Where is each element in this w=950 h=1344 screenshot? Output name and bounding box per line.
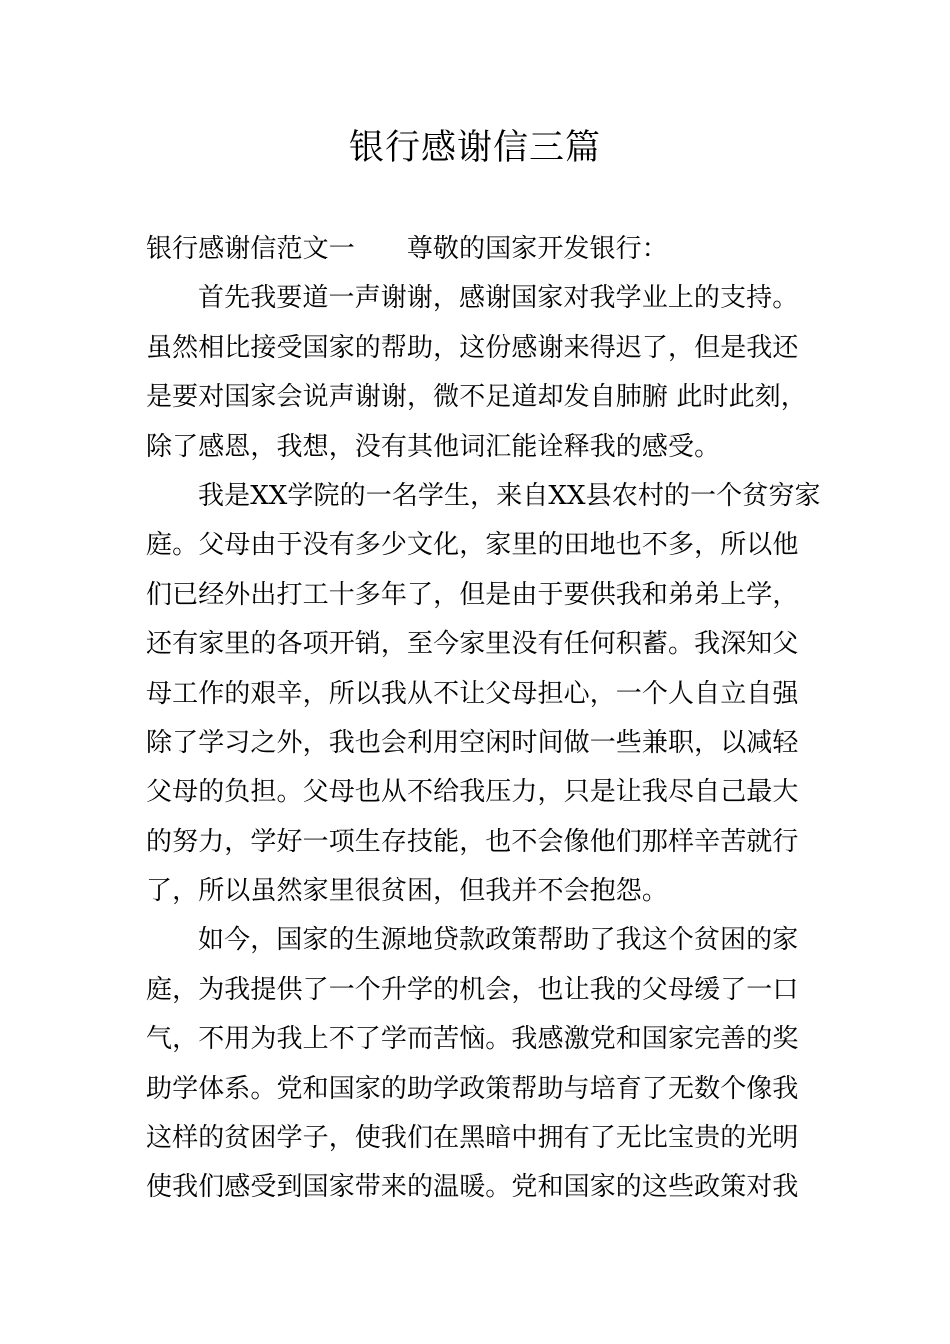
paragraph-line: 的努力，学好一项生存技能，也不会像他们那样辛苦就行 <box>146 826 799 857</box>
paragraph-line: 我是XX学院的一名学生，来自XX县农村的一个贫穷家 <box>198 480 821 511</box>
paragraph-line: 首先我要道一声谢谢，感谢国家对我学业上的支持。 <box>198 283 799 314</box>
paragraph-line: 虽然相比接受国家的帮助，这份感谢来得迟了，但是我还 <box>146 332 799 363</box>
paragraph-line: 如今，国家的生源地贷款政策帮助了我这个贫困的家 <box>198 925 799 956</box>
paragraph-line: 了，所以虽然家里很贫困，但我并不会抱怨。 <box>146 876 669 907</box>
paragraph-line: 庭，为我提供了一个升学的机会，也让我的父母缓了一口 <box>146 974 799 1005</box>
paragraph-line: 们已经外出打工十多年了，但是由于要供我和弟弟上学， <box>146 579 799 610</box>
section-label: 银行感谢信范文一 <box>146 234 355 264</box>
paragraph-line: 使我们感受到国家带来的温暖。党和国家的这些政策对我 <box>146 1172 799 1203</box>
paragraph-line: 还有家里的各项开销，至今家里没有任何积蓄。我深知父 <box>146 629 799 660</box>
paragraph-line: 庭。父母由于没有多少文化，家里的田地也不多，所以他 <box>146 530 799 561</box>
document-body <box>146 225 821 1213</box>
paragraph-line: 除了学习之外，我也会利用空闲时间做一些兼职，以减轻 <box>146 727 799 758</box>
paragraph-line: 气，不用为我上不了学而苦恼。我感激党和国家完善的奖 <box>146 1024 799 1055</box>
paragraph-line: 母工作的艰辛，所以我从不让父母担心，一个人自立自强 <box>146 678 799 709</box>
paragraph-line: 是要对国家会说声谢谢，微不足道却发自肺腑 此时此刻， <box>146 382 807 413</box>
salutation: 尊敬的国家开发银行： <box>406 234 668 264</box>
paragraph-line: 这样的贫困学子，使我们在黑暗中拥有了无比宝贵的光明 <box>146 1123 799 1154</box>
paragraph-line: 助学体系。党和国家的助学政策帮助与培育了无数个像我 <box>146 1073 799 1104</box>
paragraph-line: 除了感恩，我想，没有其他词汇能诠释我的感受。 <box>146 431 721 462</box>
opening-line <box>146 225 808 274</box>
document-title: 银行感谢信三篇 <box>348 128 601 168</box>
paragraph-line: 父母的负担。父母也从不给我压力，只是让我尽自己最大 <box>146 777 799 808</box>
